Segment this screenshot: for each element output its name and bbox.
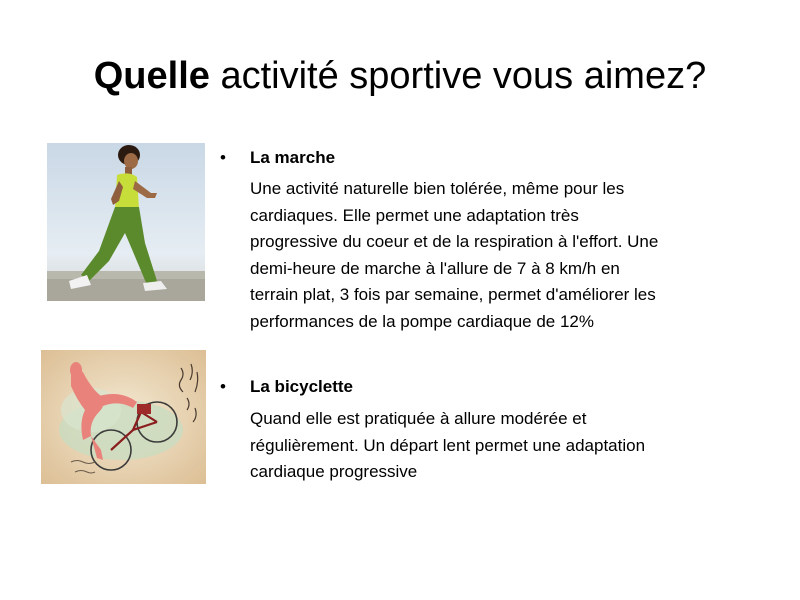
text-line: cardiaques. Elle permet une adaptation très <box>250 205 579 225</box>
vintage-bicycle-illustration <box>41 350 206 484</box>
heading-bicyclette: La bicyclette <box>250 377 353 396</box>
slide-title <box>0 52 800 100</box>
text-bicyclette <box>250 406 750 486</box>
text-marche <box>250 176 750 335</box>
slide-title-bold: Quelle <box>93 55 210 97</box>
text-line: terrain plat, 3 fois par semaine, permet d'améliorer les <box>250 285 656 304</box>
walking-woman-photo <box>47 143 205 301</box>
text-line: demi-heure de marche à l'allure de 7 à 8 km/h en <box>250 258 620 278</box>
text-line: progressive du coeur et de la respiration à l'effort. Une <box>250 232 659 251</box>
text-line: régulièrement. Un départ lent permet une adaptation <box>250 435 646 455</box>
bullet-bicyclette: • <box>220 377 226 396</box>
text-line: performances de la pompe cardiaque de 12% <box>250 311 594 331</box>
text-line: cardiaque progressive <box>250 462 418 481</box>
heading-marche: La marche <box>250 148 336 167</box>
slide-title-rest: activité sportive vous aimez? <box>209 55 707 97</box>
bullet-marche: • <box>220 148 226 167</box>
text-line: Quand elle est pratiquée à allure modérée et <box>250 409 587 428</box>
text-line: Une activité naturelle bien tolérée, même pour les <box>250 179 625 198</box>
